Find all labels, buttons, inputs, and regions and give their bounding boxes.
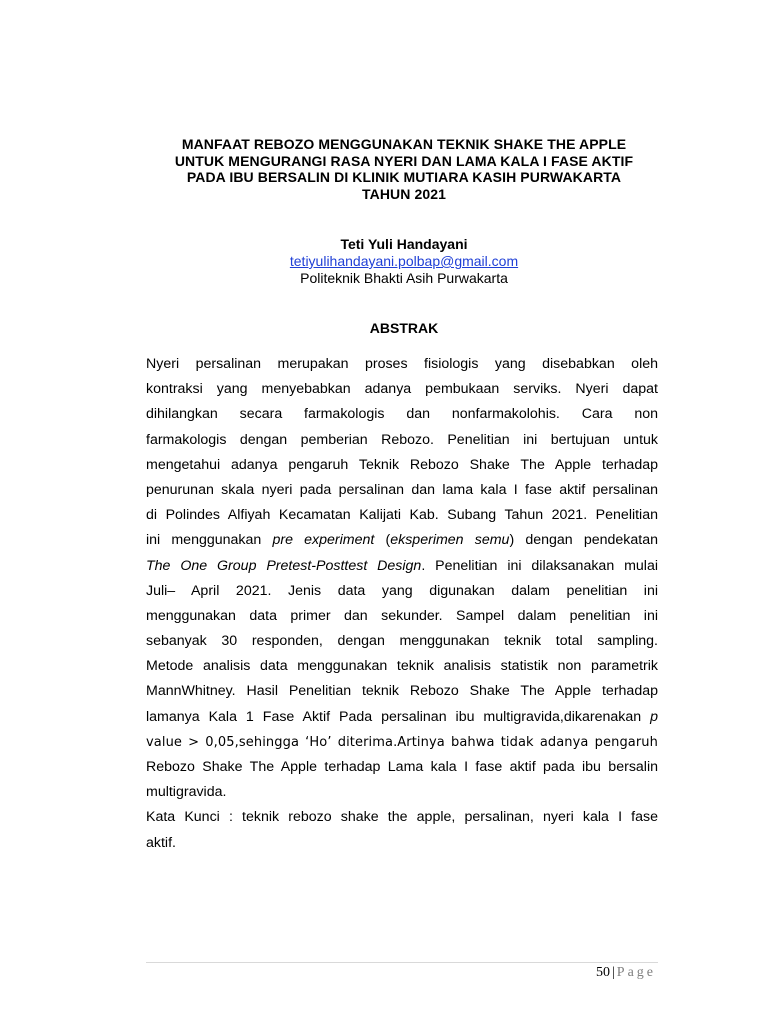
title-line-3: PADA IBU BERSALIN DI KLINIK MUTIARA KASIH PURWAKARTA [186,169,622,185]
page-label: Page [616,965,656,980]
abstract-line: Juli– April 2021. Jenis data yang digunakan dalam penelitian ini [146,582,658,599]
page-footer [596,965,656,981]
abstract-line: Rebozo Shake The Apple terhadap Lama kala I fase aktif pada ibu bersalin [146,759,658,775]
abstract-line: Metode analisis data menggunakan teknik analisis statistik non parametrik [146,658,658,675]
abstract-line: dihilangkan secara farmakologis dan nonfarmakolohis. Cara non [146,406,658,423]
abstract-line: farmakologis dengan pemberian Rebozo. Penelitian ini bertujuan untuk [146,431,658,448]
title-line-1: MANFAAT REBOZO MENGGUNAKAN TEKNIK SHAKE THE APPLE [181,136,627,152]
abstract-line: di Polindes Alfiyah Kecamatan Kalijati Kab. Subang Tahun 2021. Penelitian [146,507,658,524]
abstract-line [146,705,658,730]
abstract-body [146,352,658,856]
abstract-heading: ABSTRAK [369,320,439,336]
author-email-link[interactable]: tetiyulihandayani.polbap@gmail.com [289,253,519,269]
abstract-text: . Penelitian ini dilaksanakan mulai [421,557,658,574]
author-block [130,236,678,287]
abstract-line: value > 0,05,sehingga ‘Ho’ diterima.Artinya bahwa tidak adanya pengaruh [146,734,658,750]
title-line-4: TAHUN 2021 [362,185,446,202]
abstract-line: kontraksi yang menyebabkan adanya pembukaan serviks. Nyeri dapat [146,381,658,398]
abstract-line: multigravida. [146,784,227,801]
abstract-italic-term: eksperimen semu [390,532,510,549]
page-number: 50 [595,965,610,980]
abstract-line: penurunan skala nyeri pada persalinan dan lama kala I fase aktif persalinan [146,481,658,498]
abstract-text: ini menggunakan [146,532,273,549]
abstract-line: menggunakan data primer dan sekunder. Sampel dalam penelitian ini [146,607,658,624]
keywords-line: Kata Kunci : teknik rebozo shake the apple, persalinan, nyeri kala I fase [146,809,658,826]
keywords-line: aktif. [146,834,176,851]
abstract-line: MannWhitney. Hasil Penelitian teknik Rebozo Shake The Apple terhadap [146,683,658,700]
abstract-italic-term: pre experiment [272,532,375,549]
abstract-line [146,554,658,579]
abstract-text: lamanya Kala 1 Fase Aktif Pada persalinan ibu multigravida,dikarenakan [146,708,651,725]
abstract-line: mengetahui adanya pengaruh Teknik Rebozo Shake The Apple terhadap [146,456,658,473]
abstract-text: ( [374,532,391,549]
paper-title [130,136,678,202]
abstract-line: Nyeri persalinan merupakan proses fisiologis yang disebabkan oleh [146,356,658,372]
page-separator: | [611,965,615,980]
title-line-2: UNTUK MENGURANGI RASA NYERI DAN LAMA KALA I FASE AKTIF [174,152,634,169]
abstract-line [146,528,658,553]
abstract-line: sebanyak 30 responden, dengan menggunakan teknik total sampling. [146,633,658,650]
author-name: Teti Yuli Handayani [340,236,468,252]
abstract-italic-term: p [650,708,658,725]
author-affiliation: Politeknik Bhakti Asih Purwakarta [300,270,508,286]
footer-divider [146,962,658,963]
abstract-italic-term: The One Group Pretest-Posttest Design [146,557,422,574]
abstract-text: ) dengan pendekatan [509,532,658,549]
